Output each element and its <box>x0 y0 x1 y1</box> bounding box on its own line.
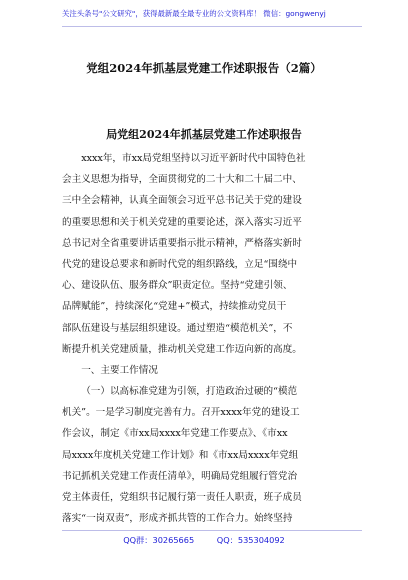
document-title: 党组2024年抓基层党建工作述职报告（2篇） <box>86 61 322 75</box>
body-line: 三中全会精神，认真全面领会习近平总书记关于党的建设 <box>62 195 302 207</box>
body-line: 的重要思想和关于机关党建的重要论述，深入落实习近平 <box>62 216 302 228</box>
body-line: 作会议，制定《市xx局xxxx年党建工作要点》、《市xx <box>62 428 288 440</box>
header-divider <box>62 26 362 27</box>
document-body <box>62 148 358 529</box>
body-line: 书记抓机关党建工作责任清单》，明确局党组履行管党治 <box>62 470 298 482</box>
body-line: xxxx年，市xx局党组坚持以习近平新时代中国特色社 <box>81 153 306 164</box>
body-line: 党主体责任，党组织书记履行第一责任人职责，班子成员 <box>62 492 302 503</box>
footer <box>0 535 408 546</box>
body-line: 心、建设队伍、服务群众”职责定位。坚持“党建引领、 <box>62 280 293 292</box>
body-line: 断提升机关党建质量，推动机关党建工作迈向新的高度。 <box>62 343 302 355</box>
body-line: 品牌赋能”，持续深化“党建+”模式，持续推动党员干 <box>62 301 287 313</box>
footer-qq: QQ：535304092 <box>216 535 285 545</box>
body-line: 局xxxx年度机关党建工作计划》和《市xx局xxxx年党组 <box>62 449 299 461</box>
footer-qq-group: QQ群：30265665 <box>123 535 195 545</box>
body-line: 机关”。一是学习制度完善有力。召开xxxx年党的建设工 <box>62 407 300 419</box>
body-line: 会主义思想为指导，全面贯彻党的二十大和二十届二中、 <box>62 174 302 186</box>
body-line: （一）以高标准党建为引领，打造政治过硬的“模范 <box>81 386 298 398</box>
heading-main-work: 一、主要工作情况 <box>81 364 158 376</box>
footer-divider <box>62 530 362 531</box>
body-line: 落实“一岗双责”，形成齐抓共管的工作合力。始终坚持 <box>62 513 293 525</box>
header-promo-text: 关注头条号"公文研究"，获得最新最全最专业的公文资料库！ 微信：gongwenyj <box>62 9 326 18</box>
body-line: 部队伍建设与基层组织建设。通过塑造“模范机关”，不 <box>62 322 293 334</box>
body-line: 总书记对全省重要讲话重要指示批示精神，严格落实新时 <box>62 237 302 249</box>
body-line: 代党的建设总要求和新时代党的组织路线，立足“围绕中 <box>62 258 298 270</box>
section-title: 局党组2024年抓基层党建工作述职报告 <box>106 128 302 141</box>
